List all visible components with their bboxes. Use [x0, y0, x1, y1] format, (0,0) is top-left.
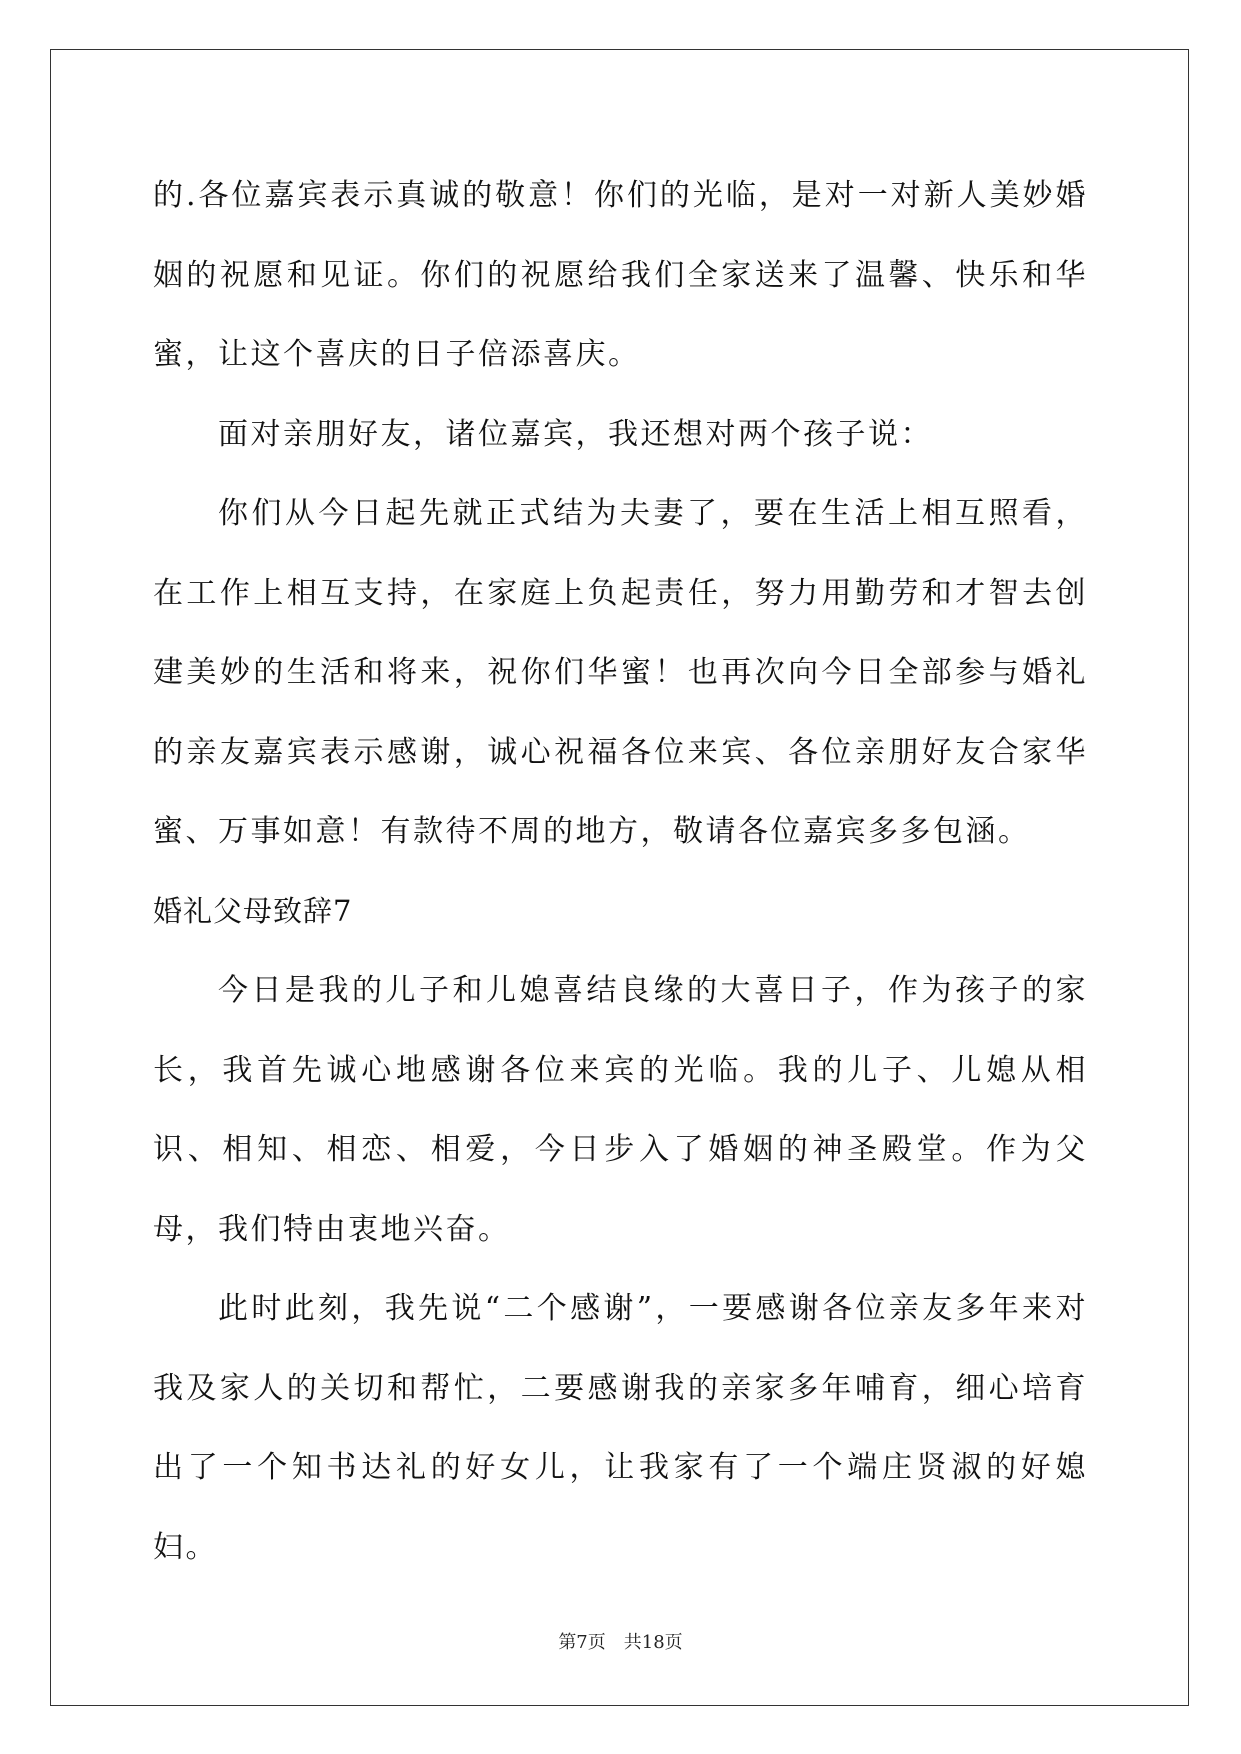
paragraph-1: 的.各位嘉宾表示真诚的敬意！你们的光临，是对一对新人美妙婚姻的祝愿和见证。你们的祝愿给我们全家送来了温馨、快乐和华蜜，让这个喜庆的日子倍添喜庆。 [153, 178, 1088, 372]
paragraph-4: 今日是我的儿子和儿媳喜结良缘的大喜日子，作为孩子的家长，我首先诚心地感谢各位来宾的光临。我的儿子、儿媳从相识、相知、相恋、相爱，今日步入了婚姻的神圣殿堂。作为父母，我们特由衷地兴奋。 [153, 973, 1088, 1247]
paragraph-5: 此时此刻，我先说“二个感谢”，一要感谢各位亲友多年来对我及家人的关切和帮忙，二要感谢我的亲家多年哺育，细心培育出了一个知书达礼的好女儿，让我家有了一个端庄贤淑的好媳妇。 [153, 1291, 1088, 1565]
section-heading: 婚礼父母致辞7 [153, 893, 353, 928]
document-body [153, 156, 1088, 1587]
page-number: 第7页 共18页 [558, 1632, 683, 1653]
paragraph-2: 面对亲朋好友，诸位嘉宾，我还想对两个孩子说： [218, 416, 933, 452]
page-footer [0, 1628, 1241, 1654]
paragraph-3: 你们从今日起先就正式结为夫妻了，要在生活上相互照看，在工作上相互支持，在家庭上负起责任，努力用勤劳和才智去创建美妙的生活和将来，祝你们华蜜！也再次向今日全部参与婚礼的亲友嘉宾表示感谢，诚心祝福各位来宾、各位亲朋好友合家华蜜、万事如意！有款待不周的地方，敬请各位嘉宾多多包涵。 [153, 496, 1088, 849]
